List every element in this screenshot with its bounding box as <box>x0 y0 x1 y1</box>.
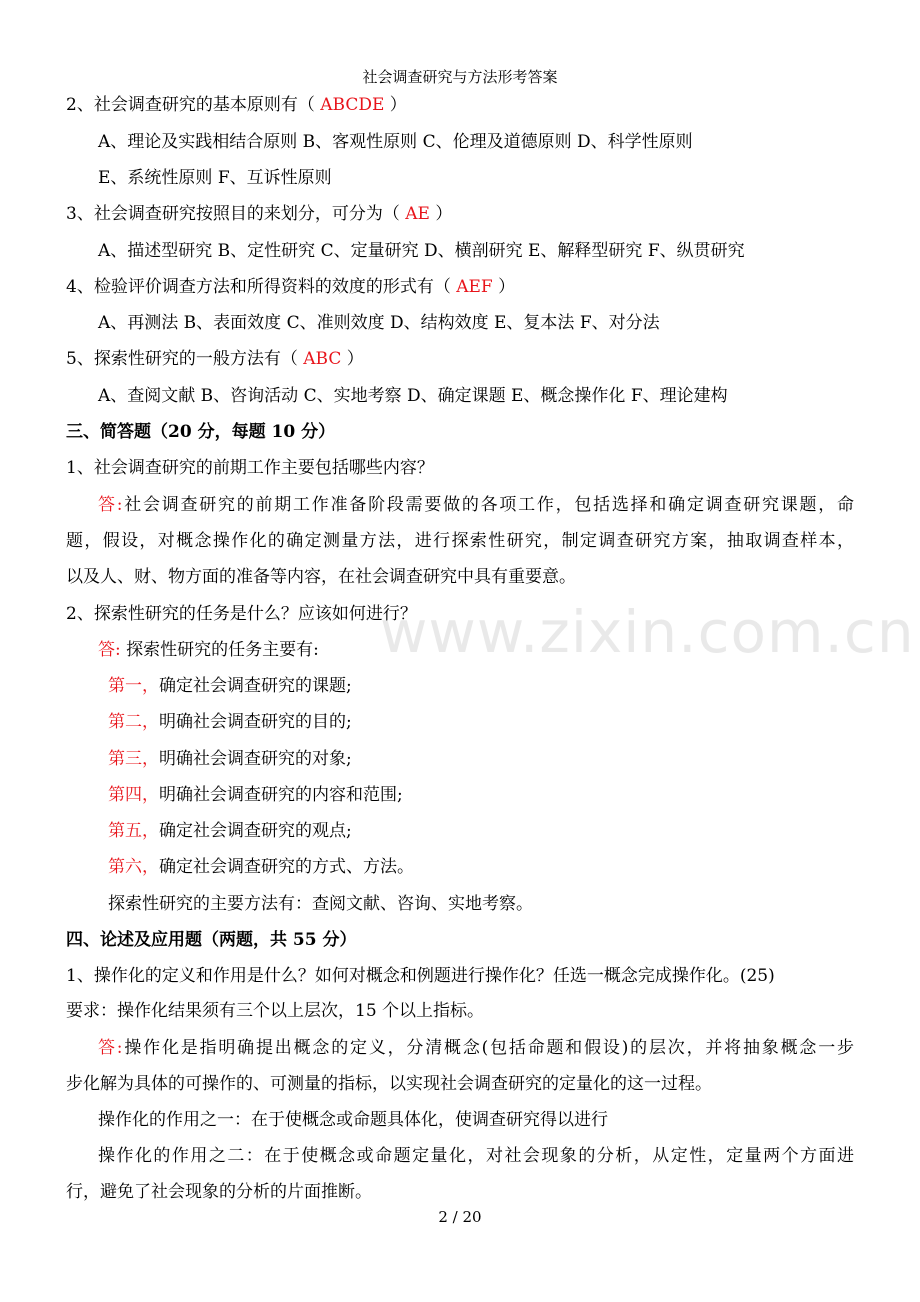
answer-text: 步化解为具体的可操作的、可测量的指标，以实现社会调查研究的定量化的这一过程。 <box>66 1074 712 1094</box>
list-item <box>108 820 352 842</box>
requirement-text: 要求：操作化结果须有三个以上层次，15 个以上指标。 <box>66 1001 485 1021</box>
list-item <box>108 784 403 806</box>
item-label: 第五， <box>108 821 159 841</box>
question-close: ） <box>346 349 364 369</box>
question-text: 1、操作化的定义和作用是什么？如何对概念和例题进行操作化？任选一概念完成操作化。(25) <box>66 966 775 986</box>
answer-text: 题，假设，对概念操作化的确定测量方法，进行探索性研究，制定调查研究方案，抽取调查样本， <box>66 531 854 551</box>
question-3 <box>66 203 452 225</box>
item-text: 明确社会调查研究的对象; <box>159 749 352 769</box>
item-label: 第一， <box>108 676 159 696</box>
section-heading: 三、简答题（20 分，每题 10 分） <box>66 422 336 442</box>
question-close: ） <box>498 277 516 297</box>
answer-label: 答: <box>98 495 123 515</box>
answer-key: ABCDE <box>320 95 385 115</box>
answer-label: 答: <box>98 1038 123 1058</box>
question-5 <box>66 348 364 370</box>
question-close: ） <box>389 95 407 115</box>
question-text: 1、社会调查研究的前期工作主要包括哪些内容？ <box>66 458 434 478</box>
answer-intro <box>98 639 319 661</box>
page-title: 社会调查研究与方法形考答案 <box>362 68 558 86</box>
answer-key: AEF <box>456 277 493 297</box>
page-number: 2 / 20 <box>438 1208 482 1226</box>
question-stem: 2、社会调查研究的基本原则有（ <box>66 95 315 115</box>
question-stem: 3、社会调查研究按照目的来划分，可分为（ <box>66 204 400 224</box>
list-item <box>108 856 414 878</box>
item-text: 确定社会调查研究的观点; <box>159 821 352 841</box>
question-4 <box>66 276 515 298</box>
role-text: 操作化的作用之一：在于使概念或命题具体化，使调查研究得以进行 <box>98 1110 608 1130</box>
options-line: A、理论及实践相结合原则 B、客观性原则 C、伦理及道德原则 D、科学性原则 <box>98 132 693 152</box>
item-text: 确定社会调查研究的课题; <box>159 676 352 696</box>
options-line: A、查阅文献 B、咨询活动 C、实地考察 D、确定课题 E、概念操作化 F、理论建构 <box>98 386 728 406</box>
item-text: 确定社会调查研究的方式、方法。 <box>159 857 414 877</box>
question-close: ） <box>435 204 453 224</box>
watermark: www.zixin.com.cn <box>380 598 915 666</box>
answer-paragraph-line <box>98 494 854 516</box>
list-item <box>108 711 352 733</box>
item-label: 第四， <box>108 785 159 805</box>
section-heading: 四、论述及应用题（两题，共 55 分） <box>66 930 357 950</box>
options-line: A、描述型研究 B、定性研究 C、定量研究 D、横剖研究 E、解释型研究 F、纵贯研究 <box>98 241 745 261</box>
item-label: 第三， <box>108 749 159 769</box>
answer-text: 操作化是指明确提出概念的定义，分清概念(包括命题和假设)的层次，并将抽象概念一步 <box>122 1038 855 1058</box>
question-stem: 4、检验评价调查方法和所得资料的效度的形式有（ <box>66 277 451 297</box>
answer-text: 以及人、财、物方面的准备等内容，在社会调查研究中具有重要意。 <box>66 567 576 587</box>
answer-label: 答: <box>98 640 121 660</box>
methods-text: 探索性研究的主要方法有：查阅文献、咨询、实地考察。 <box>108 894 533 914</box>
item-text: 明确社会调查研究的目的; <box>159 712 352 732</box>
item-label: 第六， <box>108 857 159 877</box>
answer-text: 社会调查研究的前期工作准备阶段需要做的各项工作，包括选择和确定调查研究课题，命 <box>122 495 854 515</box>
role-text: 操作化的作用之二：在于使概念或命题定量化，对社会现象的分析，从定性，定量两个方面进 <box>98 1146 854 1166</box>
question-text: 2、探索性研究的任务是什么？应该如何进行？ <box>66 604 417 624</box>
question-2 <box>66 94 407 116</box>
role-text: 行，避免了社会现象的分析的片面推断。 <box>66 1182 372 1202</box>
options-line: E、系统性原则 F、互诉性原则 <box>98 168 332 188</box>
question-stem: 5、探索性研究的一般方法有（ <box>66 349 298 369</box>
answer-key: AE <box>405 204 430 224</box>
answer-paragraph-line <box>98 1037 854 1059</box>
item-label: 第二， <box>108 712 159 732</box>
answer-key: ABC <box>303 349 342 369</box>
options-line: A、再测法 B、表面效度 C、准则效度 D、结构效度 E、复本法 F、对分法 <box>98 313 660 333</box>
item-text: 明确社会调查研究的内容和范围; <box>159 785 403 805</box>
answer-text: 探索性研究的任务主要有: <box>126 640 319 660</box>
list-item <box>108 675 352 697</box>
list-item <box>108 748 352 770</box>
